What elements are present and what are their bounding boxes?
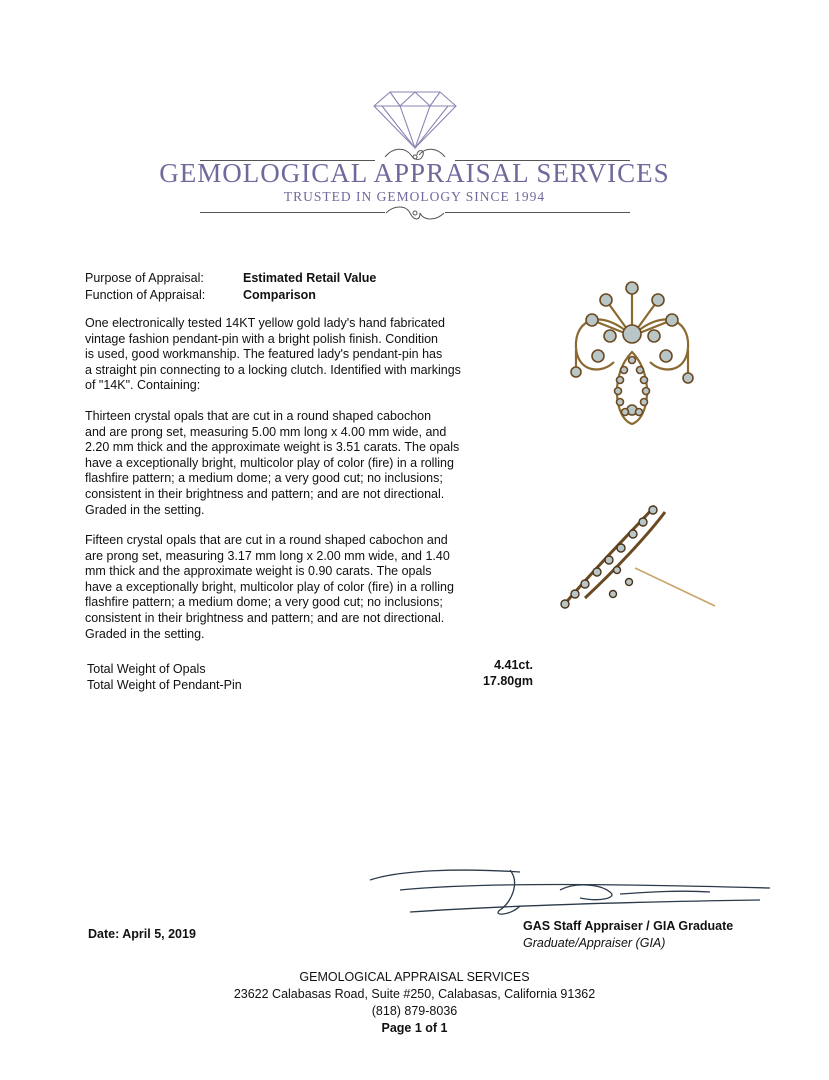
company-title: GEMOLOGICAL APPRAISAL SERVICES: [159, 158, 670, 188]
purpose-label: Purpose of Appraisal:: [85, 271, 204, 285]
text-line: One electronically tested 14KT yellow gold lady's hand fabricated: [85, 316, 446, 330]
text-line: vintage fashion pendant-pin with a bright polish finish. Condition: [85, 331, 439, 346]
diamond-logo-icon: [372, 88, 458, 150]
text-line: and are prong set, measuring 5.00 mm long x 4.00 mm wide, and: [85, 424, 447, 439]
pendant-side-photo: [555, 498, 720, 618]
text-line: Graded in the setting.: [85, 502, 205, 517]
text-line: have a exceptionally bright, multicolor play of color (fire) in a rolling: [85, 455, 454, 470]
header-rule-bottom-right: [445, 212, 630, 213]
opals-paragraph-1: [85, 409, 505, 518]
header-rule-bottom-left: [200, 212, 385, 213]
footer-address: 23622 Calabasas Road, Suite #250, Calabasas, California 91362: [233, 987, 596, 1001]
page-number: Page 1 of 1: [381, 1021, 448, 1035]
function-row: [85, 287, 316, 304]
appraisal-date: Date: April 5, 2019: [88, 927, 196, 941]
function-value: Comparison: [243, 288, 316, 302]
footer-company: GEMOLOGICAL APPRAISAL SERVICES: [299, 970, 530, 984]
bottom-flourish-icon: [380, 203, 450, 223]
total-opals-label: Total Weight of Opals: [87, 662, 206, 676]
company-tagline: TRUSTED IN GEMOLOGY SINCE 1994: [283, 189, 546, 204]
text-line: flashfire pattern; a medium dome; a very good cut; no inclusions;: [85, 471, 443, 486]
appraiser-subtitle: Graduate/Appraiser (GIA): [523, 936, 666, 950]
footer-phone: (818) 879-8036: [371, 1004, 458, 1018]
text-line: a straight pin connecting to a locking clutch. Identified with markings: [85, 362, 461, 377]
total-opals-value: 4.41ct.: [494, 658, 533, 672]
text-line: consistent in their brightness and pattern; and are not directional.: [85, 486, 445, 501]
text-line: Thirteen crystal opals that are cut in a round shaped cabochon: [85, 409, 432, 423]
opals-paragraph-2: [85, 533, 505, 642]
text-line: have a exceptionally bright, multicolor play of color (fire) in a rolling: [85, 579, 454, 594]
pendant-front-photo: [562, 278, 702, 428]
text-line: consistent in their brightness and pattern; and are not directional.: [85, 610, 445, 625]
text-line: flashfire pattern; a medium dome; a very good cut; no inclusions;: [85, 595, 443, 610]
intro-paragraph: [85, 316, 505, 394]
text-line: of "14K". Containing:: [85, 378, 201, 393]
appraiser-signature: [360, 862, 780, 924]
total-pin-value: 17.80gm: [482, 674, 533, 688]
appraiser-title: GAS Staff Appraiser / GIA Graduate: [523, 919, 734, 933]
text-line: Graded in the setting.: [85, 626, 205, 641]
text-line: 2.20 mm thick and the approximate weight is 3.51 carats. The opals: [85, 440, 460, 455]
text-line: mm thick and the approximate weight is 0.90 carats. The opals: [85, 564, 432, 579]
text-line: is used, good workmanship. The featured lady's pendant-pin has: [85, 347, 443, 362]
function-label: Function of Appraisal:: [85, 288, 206, 302]
text-line: Fifteen crystal opals that are cut in a round shaped cabochon and: [85, 533, 448, 547]
text-line: are prong set, measuring 3.17 mm long x 2.00 mm wide, and 1.40: [85, 548, 450, 563]
total-pin-label: Total Weight of Pendant-Pin: [87, 678, 242, 692]
purpose-row: [85, 270, 376, 287]
purpose-value: Estimated Retail Value: [243, 271, 377, 285]
